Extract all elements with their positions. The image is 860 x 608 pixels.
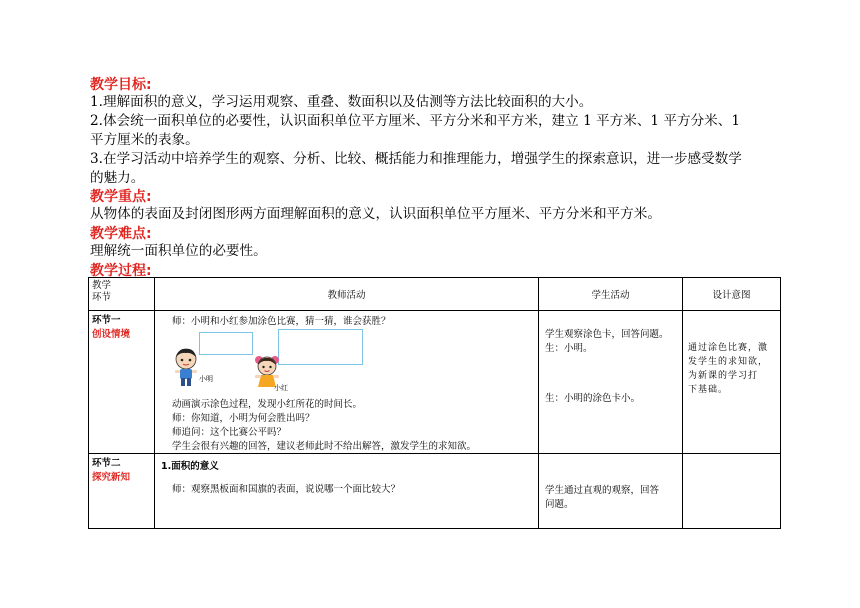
row1-design-line-1: 通过涂色比赛，激 [688, 343, 769, 353]
row1-teacher-line-2: 师：你知道，小明为何会胜出吗？ [172, 413, 315, 424]
objective-line-3: 平方厘米的表象。 [90, 132, 199, 148]
row2-section-title: 1.面积的意义 [161, 461, 219, 472]
row1-teacher-line-4: 学生会很有兴趣的回答，建议老师此时不给出解答，激发学生的求知欲。 [172, 441, 477, 452]
table-row [89, 311, 781, 454]
xiaohong-coloring-card [278, 329, 363, 365]
table-header-row [89, 278, 781, 311]
row2-student-cell [539, 454, 683, 529]
row1-design-line-3: 为新课的学习打 [688, 371, 759, 381]
row1-student-line-1: 学生观察涂色卡，回答问题。 [545, 329, 669, 340]
row1-stage: 环节一 [92, 315, 121, 326]
xiaoming-label: 小明 [199, 375, 213, 383]
key-points-heading: 教学重点: [90, 189, 152, 205]
row1-stage-name: 创设情境 [92, 329, 131, 340]
row1-stage-cell [89, 311, 155, 454]
header-design: 设计意图 [683, 278, 781, 311]
lesson-process-table [88, 277, 781, 529]
row1-teacher-line-3: 师追问：这个比赛公平吗？ [172, 427, 287, 438]
header-student: 学生活动 [539, 278, 683, 311]
header-stage [89, 278, 155, 311]
objective-line-5: 的魅力。 [90, 170, 145, 186]
xiaohong-label: 小红 [274, 384, 288, 392]
row2-student-line-2: 问题。 [545, 499, 574, 510]
row1-student-line-2: 生：小明。 [545, 343, 593, 354]
row1-student-cell [539, 311, 683, 454]
row1-teacher-line-1: 动画演示涂色过程，发现小红所花的时间长。 [172, 399, 363, 410]
objectives-heading: 教学目标: [90, 77, 152, 93]
row1-design-cell [683, 311, 781, 454]
objective-line-4: 3.在学习活动中培养学生的观察、分析、比较、概括能力和推理能力，增强学生的探索意识，进一步感受数学 [90, 151, 742, 167]
row1-teacher-cell [155, 311, 539, 454]
row1-teacher-question: 师：小明和小红参加涂色比赛，猜一猜，谁会获胜？ [172, 316, 391, 327]
row2-stage: 环节二 [92, 458, 121, 469]
header-teacher: 教师活动 [155, 278, 539, 311]
xiaoming-figure-icon [171, 347, 201, 389]
row2-design-cell [683, 454, 781, 529]
row2-stage-cell [89, 454, 155, 529]
table-row [89, 454, 781, 529]
row2-teacher-question: 师：观察黑板面和国旗的表面，说说哪一个面比较大？ [172, 484, 401, 495]
objective-line-2: 2.体会统一面积单位的必要性，认识面积单位平方厘米、平方分米和平方米，建立 1 平方米、1 平方分米、1 [90, 113, 741, 129]
row2-student-line-1: 学生通过直观的观察，回答 [545, 485, 660, 496]
difficulties-text: 理解统一面积单位的必要性。 [90, 243, 267, 259]
row1-design-line-4: 下基础。 [688, 385, 729, 395]
row1-student-line-3: 生：小明的涂色卡小。 [545, 393, 641, 404]
header-stage-line1: 教学 [92, 280, 112, 291]
header-stage-line2: 环节 [92, 292, 112, 303]
difficulties-heading: 教学难点: [90, 226, 152, 242]
row2-stage-name: 探究新知 [92, 472, 131, 483]
objective-line-1: 1.理解面积的意义，学习运用观察、重叠、数面积以及估测等方法比较面积的大小。 [90, 94, 593, 110]
row2-teacher-cell [155, 454, 539, 529]
process-heading: 教学过程: [90, 263, 152, 279]
key-points-text: 从物体的表面及封闭图形两方面理解面积的意义，认识面积单位平方厘米、平方分米和平方米。 [90, 206, 661, 222]
row1-design-line-2: 发学生的求知欲， [688, 357, 769, 367]
xiaoming-coloring-card [199, 332, 253, 355]
